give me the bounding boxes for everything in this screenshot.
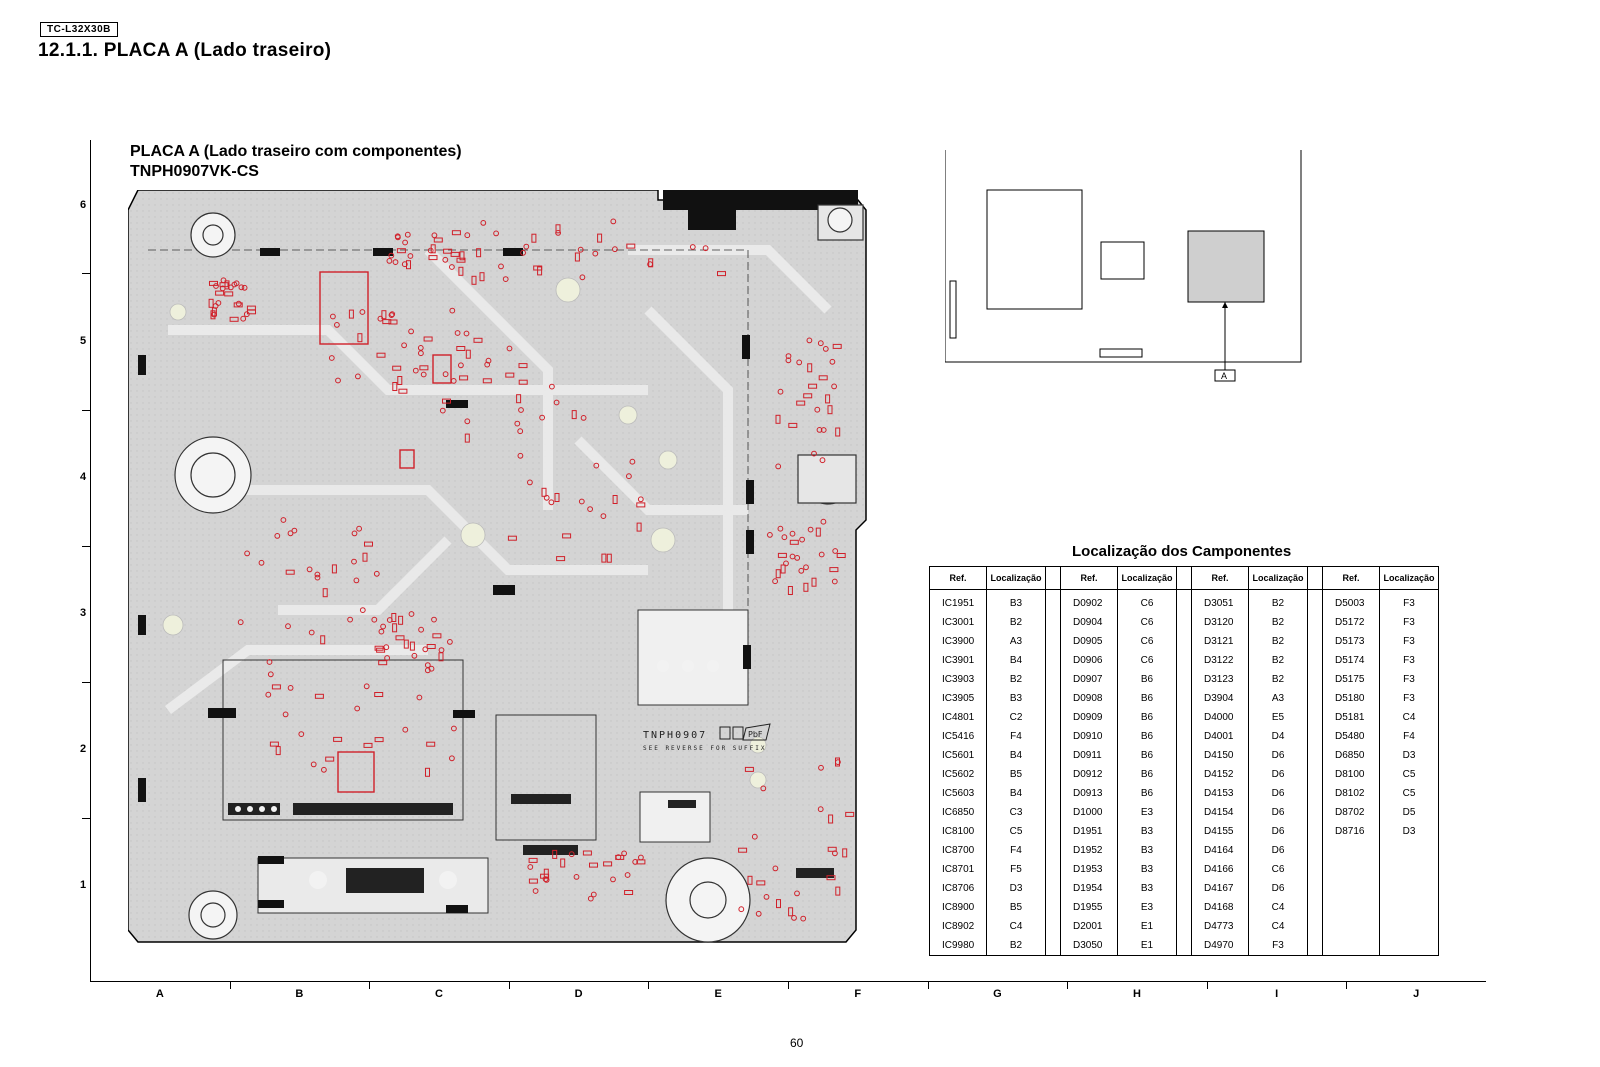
row-tick xyxy=(82,273,90,274)
component-location: B3 xyxy=(987,590,1046,614)
component-ref: D1000 xyxy=(1061,803,1118,822)
table-gap xyxy=(1046,803,1061,822)
component-ref: D0904 xyxy=(1061,613,1118,632)
component-ref: D0909 xyxy=(1061,708,1118,727)
component-ref: D5181 xyxy=(1323,708,1380,727)
component-location: B3 xyxy=(987,689,1046,708)
table-gap xyxy=(1046,746,1061,765)
row-label-3: 3 xyxy=(80,607,87,619)
table-gap xyxy=(1177,727,1192,746)
component-location xyxy=(1380,841,1439,860)
component-ref: D4167 xyxy=(1192,879,1249,898)
header-ref: Ref. xyxy=(930,567,987,590)
row-label-5: 5 xyxy=(80,335,87,347)
table-gap xyxy=(1177,590,1192,614)
column-tick xyxy=(928,981,929,989)
column-tick xyxy=(1346,981,1347,989)
component-ref xyxy=(1323,860,1380,879)
component-location: B3 xyxy=(1118,860,1177,879)
component-ref: D0905 xyxy=(1061,632,1118,651)
table-gap xyxy=(1177,689,1192,708)
component-location: C5 xyxy=(987,822,1046,841)
component-ref xyxy=(1323,879,1380,898)
component-ref: D0913 xyxy=(1061,784,1118,803)
component-ref: IC8706 xyxy=(930,879,987,898)
section-title: 12.1.1. PLACA A (Lado traseiro) xyxy=(38,40,332,61)
component-ref: IC3901 xyxy=(930,651,987,670)
component-location: D4 xyxy=(1249,727,1308,746)
component-ref: D5175 xyxy=(1323,670,1380,689)
board-part-number: TNPH0907VK-CS xyxy=(130,163,259,180)
component-location: B2 xyxy=(1249,613,1308,632)
component-ref: D2001 xyxy=(1061,917,1118,936)
component-location: C4 xyxy=(1380,708,1439,727)
table-gap xyxy=(1046,765,1061,784)
table-gap xyxy=(1308,727,1323,746)
table-gap xyxy=(1308,917,1323,936)
component-location: D6 xyxy=(1249,822,1308,841)
table-row xyxy=(930,822,1439,841)
table-gap xyxy=(1177,567,1192,590)
component-location: F3 xyxy=(1380,613,1439,632)
component-location: F3 xyxy=(1380,651,1439,670)
header-ref: Ref. xyxy=(1061,567,1118,590)
table-gap xyxy=(1308,803,1323,822)
component-ref: D5180 xyxy=(1323,689,1380,708)
component-ref: IC1951 xyxy=(930,590,987,614)
shield-outline-d xyxy=(640,792,710,842)
table-row xyxy=(930,879,1439,898)
component-location: C2 xyxy=(987,708,1046,727)
table-row xyxy=(930,708,1439,727)
component-ref: D0902 xyxy=(1061,590,1118,614)
component-ref: D8716 xyxy=(1323,822,1380,841)
row-label-2: 2 xyxy=(80,743,87,755)
column-tick xyxy=(648,981,649,989)
component-location: A3 xyxy=(1249,689,1308,708)
table-row xyxy=(930,670,1439,689)
table-gap xyxy=(1177,651,1192,670)
table-row xyxy=(930,651,1439,670)
table-gap xyxy=(1308,689,1323,708)
table-gap xyxy=(1308,670,1323,689)
component-location xyxy=(1380,879,1439,898)
component-ref: IC3903 xyxy=(930,670,987,689)
table-gap xyxy=(1046,917,1061,936)
component-ref: D0907 xyxy=(1061,670,1118,689)
component-location: F3 xyxy=(1380,632,1439,651)
component-ref: D1951 xyxy=(1061,822,1118,841)
component-ref: D4168 xyxy=(1192,898,1249,917)
component-location xyxy=(1380,898,1439,917)
row-label-1: 1 xyxy=(80,879,87,891)
component-ref: IC5602 xyxy=(930,765,987,784)
component-location: A3 xyxy=(987,632,1046,651)
locator-label: A xyxy=(1221,371,1228,381)
table-gap xyxy=(1308,841,1323,860)
component-location: D6 xyxy=(1249,841,1308,860)
table-gap xyxy=(1308,879,1323,898)
component-ref xyxy=(1323,917,1380,936)
column-label-F: F xyxy=(854,988,862,1000)
component-location: B5 xyxy=(987,765,1046,784)
component-ref: IC3900 xyxy=(930,632,987,651)
table-gap xyxy=(1308,936,1323,956)
column-label-D: D xyxy=(574,988,583,1000)
table-gap xyxy=(1177,936,1192,956)
table-gap xyxy=(1046,708,1061,727)
table-gap xyxy=(1177,708,1192,727)
component-ref: D4164 xyxy=(1192,841,1249,860)
component-location xyxy=(1380,860,1439,879)
component-ref: D5173 xyxy=(1323,632,1380,651)
column-tick xyxy=(230,981,231,989)
component-location: C3 xyxy=(987,803,1046,822)
component-location: B6 xyxy=(1118,727,1177,746)
component-ref: IC8701 xyxy=(930,860,987,879)
component-ref: D8102 xyxy=(1323,784,1380,803)
component-location: B2 xyxy=(987,670,1046,689)
component-location: B6 xyxy=(1118,746,1177,765)
component-ref: IC3905 xyxy=(930,689,987,708)
grid-frame-left xyxy=(90,140,91,982)
table-gap xyxy=(1046,841,1061,860)
table-row xyxy=(930,860,1439,879)
component-ref: D4152 xyxy=(1192,765,1249,784)
row-label-6: 6 xyxy=(80,199,87,211)
component-ref: D0908 xyxy=(1061,689,1118,708)
table-row xyxy=(930,632,1439,651)
component-location: C6 xyxy=(1118,651,1177,670)
table-row xyxy=(930,803,1439,822)
component-location: B6 xyxy=(1118,708,1177,727)
column-label-E: E xyxy=(714,988,722,1000)
component-location: D6 xyxy=(1249,879,1308,898)
component-ref: D4155 xyxy=(1192,822,1249,841)
component-ref: D3904 xyxy=(1192,689,1249,708)
component-ref: D4150 xyxy=(1192,746,1249,765)
component-location: C4 xyxy=(1249,898,1308,917)
component-ref: D8702 xyxy=(1323,803,1380,822)
row-tick xyxy=(82,682,90,683)
table-gap xyxy=(1308,590,1323,614)
table-gap xyxy=(1046,632,1061,651)
component-ref: IC6850 xyxy=(930,803,987,822)
component-location: D6 xyxy=(1249,765,1308,784)
component-ref: D4970 xyxy=(1192,936,1249,956)
header-location: Localização xyxy=(1380,567,1439,590)
column-tick xyxy=(1067,981,1068,989)
table-gap xyxy=(1046,590,1061,614)
component-location: F4 xyxy=(1380,727,1439,746)
table-gap xyxy=(1046,651,1061,670)
table-gap xyxy=(1177,632,1192,651)
component-ref: D8100 xyxy=(1323,765,1380,784)
column-label-C: C xyxy=(435,988,443,1000)
component-ref: IC5416 xyxy=(930,727,987,746)
table-gap xyxy=(1046,613,1061,632)
table-gap xyxy=(1177,784,1192,803)
component-ref: D5480 xyxy=(1323,727,1380,746)
pbf-mark: PbF xyxy=(748,730,763,739)
component-ref: D3120 xyxy=(1192,613,1249,632)
row-tick xyxy=(82,818,90,819)
component-ref: D1953 xyxy=(1061,860,1118,879)
table-row xyxy=(930,784,1439,803)
component-ref: IC5601 xyxy=(930,746,987,765)
component-location: F5 xyxy=(987,860,1046,879)
table-gap xyxy=(1177,765,1192,784)
board-locator-diagram xyxy=(945,150,1305,395)
component-ref: D5003 xyxy=(1323,590,1380,614)
component-ref: D1954 xyxy=(1061,879,1118,898)
component-location: C6 xyxy=(1118,613,1177,632)
table-gap xyxy=(1177,803,1192,822)
component-location: D3 xyxy=(1380,746,1439,765)
component-ref: IC5603 xyxy=(930,784,987,803)
component-ref: D4000 xyxy=(1192,708,1249,727)
header-location: Localização xyxy=(1118,567,1177,590)
table-row xyxy=(930,917,1439,936)
column-label-J: J xyxy=(1413,988,1420,1000)
component-location: C5 xyxy=(1380,765,1439,784)
board-title-line1: PLACA A (Lado traseiro com componentes) xyxy=(130,143,462,160)
component-ref: IC3001 xyxy=(930,613,987,632)
component-ref xyxy=(1323,936,1380,956)
component-location: B3 xyxy=(1118,841,1177,860)
component-ref: D5174 xyxy=(1323,651,1380,670)
table-row xyxy=(930,746,1439,765)
column-tick xyxy=(1207,981,1208,989)
component-location: C6 xyxy=(1118,590,1177,614)
table-row xyxy=(930,936,1439,956)
component-location: E1 xyxy=(1118,917,1177,936)
column-tick xyxy=(509,981,510,989)
header-location: Localização xyxy=(1249,567,1308,590)
component-ref: IC8902 xyxy=(930,917,987,936)
component-location: B2 xyxy=(1249,590,1308,614)
table-gap xyxy=(1177,917,1192,936)
table-row xyxy=(930,898,1439,917)
component-location: C5 xyxy=(1380,784,1439,803)
component-location xyxy=(1380,936,1439,956)
component-ref: D0910 xyxy=(1061,727,1118,746)
component-location-title: Localização dos Camponentes xyxy=(1072,543,1292,560)
table-gap xyxy=(1308,765,1323,784)
component-ref: D3121 xyxy=(1192,632,1249,651)
component-location: B5 xyxy=(987,898,1046,917)
table-row xyxy=(930,689,1439,708)
component-location: D5 xyxy=(1380,803,1439,822)
component-location: B2 xyxy=(1249,632,1308,651)
component-location: D6 xyxy=(1249,784,1308,803)
table-gap xyxy=(1046,567,1061,590)
component-location: D3 xyxy=(987,879,1046,898)
table-gap xyxy=(1308,651,1323,670)
column-label-H: H xyxy=(1133,988,1141,1000)
table-gap xyxy=(1308,822,1323,841)
component-ref: D4154 xyxy=(1192,803,1249,822)
component-location: F4 xyxy=(987,727,1046,746)
component-location: E1 xyxy=(1118,936,1177,956)
component-location: F3 xyxy=(1380,670,1439,689)
component-location-table xyxy=(929,566,1439,956)
component-location: F4 xyxy=(987,841,1046,860)
component-location: B4 xyxy=(987,746,1046,765)
component-location xyxy=(1380,917,1439,936)
table-gap xyxy=(1177,860,1192,879)
shield-outline-c xyxy=(638,610,748,705)
component-location: B4 xyxy=(987,651,1046,670)
table-gap xyxy=(1046,689,1061,708)
component-ref: D3122 xyxy=(1192,651,1249,670)
table-gap xyxy=(1177,670,1192,689)
component-ref: D3123 xyxy=(1192,670,1249,689)
column-label-G: G xyxy=(993,988,1002,1000)
table-gap xyxy=(1308,746,1323,765)
row-tick xyxy=(82,410,90,411)
table-row xyxy=(930,765,1439,784)
component-location: B2 xyxy=(987,936,1046,956)
component-location: C6 xyxy=(1249,860,1308,879)
component-location: B4 xyxy=(987,784,1046,803)
table-gap xyxy=(1177,822,1192,841)
table-gap xyxy=(1308,860,1323,879)
component-ref: D4153 xyxy=(1192,784,1249,803)
table-gap xyxy=(1177,879,1192,898)
component-ref: D0911 xyxy=(1061,746,1118,765)
table-gap xyxy=(1177,746,1192,765)
component-ref: D4773 xyxy=(1192,917,1249,936)
board-silk-subtext: SEE REVERSE FOR SUFFIX xyxy=(643,745,767,752)
component-location: F3 xyxy=(1380,689,1439,708)
component-location: E5 xyxy=(1249,708,1308,727)
component-ref xyxy=(1323,898,1380,917)
table-gap xyxy=(1177,841,1192,860)
page-number: 60 xyxy=(790,1036,804,1050)
component-ref: D0912 xyxy=(1061,765,1118,784)
board-title xyxy=(130,142,462,182)
component-location: B6 xyxy=(1118,689,1177,708)
table-row xyxy=(930,590,1439,614)
table-gap xyxy=(1177,613,1192,632)
component-ref: IC4801 xyxy=(930,708,987,727)
component-location: C4 xyxy=(1249,917,1308,936)
table-row xyxy=(930,727,1439,746)
pcb-board-drawing xyxy=(128,190,868,950)
component-location: B2 xyxy=(987,613,1046,632)
header-ref: Ref. xyxy=(1323,567,1380,590)
row-label-4: 4 xyxy=(80,471,87,483)
component-ref: D0906 xyxy=(1061,651,1118,670)
table-row xyxy=(930,841,1439,860)
header-location: Localização xyxy=(987,567,1046,590)
component-location: D3 xyxy=(1380,822,1439,841)
table-gap xyxy=(1177,898,1192,917)
component-location: B3 xyxy=(1118,822,1177,841)
row-tick xyxy=(82,546,90,547)
component-location: B6 xyxy=(1118,765,1177,784)
component-location: D6 xyxy=(1249,746,1308,765)
component-location: F3 xyxy=(1249,936,1308,956)
table-gap xyxy=(1046,860,1061,879)
table-gap xyxy=(1046,879,1061,898)
component-ref: D4166 xyxy=(1192,860,1249,879)
component-ref: IC8100 xyxy=(930,822,987,841)
table-gap xyxy=(1308,784,1323,803)
component-ref: D3051 xyxy=(1192,590,1249,614)
column-label-I: I xyxy=(1275,988,1279,1000)
component-location: B6 xyxy=(1118,670,1177,689)
component-ref: IC8900 xyxy=(930,898,987,917)
table-gap xyxy=(1308,613,1323,632)
column-tick xyxy=(369,981,370,989)
component-ref xyxy=(1323,841,1380,860)
component-ref: D4001 xyxy=(1192,727,1249,746)
table-gap xyxy=(1308,898,1323,917)
table-gap xyxy=(1046,936,1061,956)
table-gap xyxy=(1046,727,1061,746)
table-gap xyxy=(1046,822,1061,841)
component-location: C6 xyxy=(1118,632,1177,651)
component-ref: D3050 xyxy=(1061,936,1118,956)
table-gap xyxy=(1046,898,1061,917)
component-ref: D5172 xyxy=(1323,613,1380,632)
component-ref: D1952 xyxy=(1061,841,1118,860)
component-ref: IC9980 xyxy=(930,936,987,956)
component-location: F3 xyxy=(1380,590,1439,614)
board-silk-text: TNPH0907 xyxy=(643,730,708,741)
column-label-B: B xyxy=(295,988,304,1000)
locator-highlight-a xyxy=(1188,231,1264,302)
component-location: B2 xyxy=(1249,651,1308,670)
model-tag: TC-L32X30B xyxy=(40,22,118,37)
table-gap xyxy=(1308,632,1323,651)
component-location: B3 xyxy=(1118,879,1177,898)
component-location: D6 xyxy=(1249,803,1308,822)
component-ref: IC8700 xyxy=(930,841,987,860)
component-location: E3 xyxy=(1118,803,1177,822)
component-ref: D6850 xyxy=(1323,746,1380,765)
component-location: C4 xyxy=(987,917,1046,936)
column-tick xyxy=(788,981,789,989)
header-ref: Ref. xyxy=(1192,567,1249,590)
table-gap xyxy=(1308,567,1323,590)
component-location: B6 xyxy=(1118,784,1177,803)
component-ref: D1955 xyxy=(1061,898,1118,917)
table-gap xyxy=(1046,670,1061,689)
component-location: B2 xyxy=(1249,670,1308,689)
table-gap xyxy=(1308,708,1323,727)
component-location: E3 xyxy=(1118,898,1177,917)
table-gap xyxy=(1046,784,1061,803)
table-row xyxy=(930,613,1439,632)
column-label-A: A xyxy=(155,988,164,1000)
